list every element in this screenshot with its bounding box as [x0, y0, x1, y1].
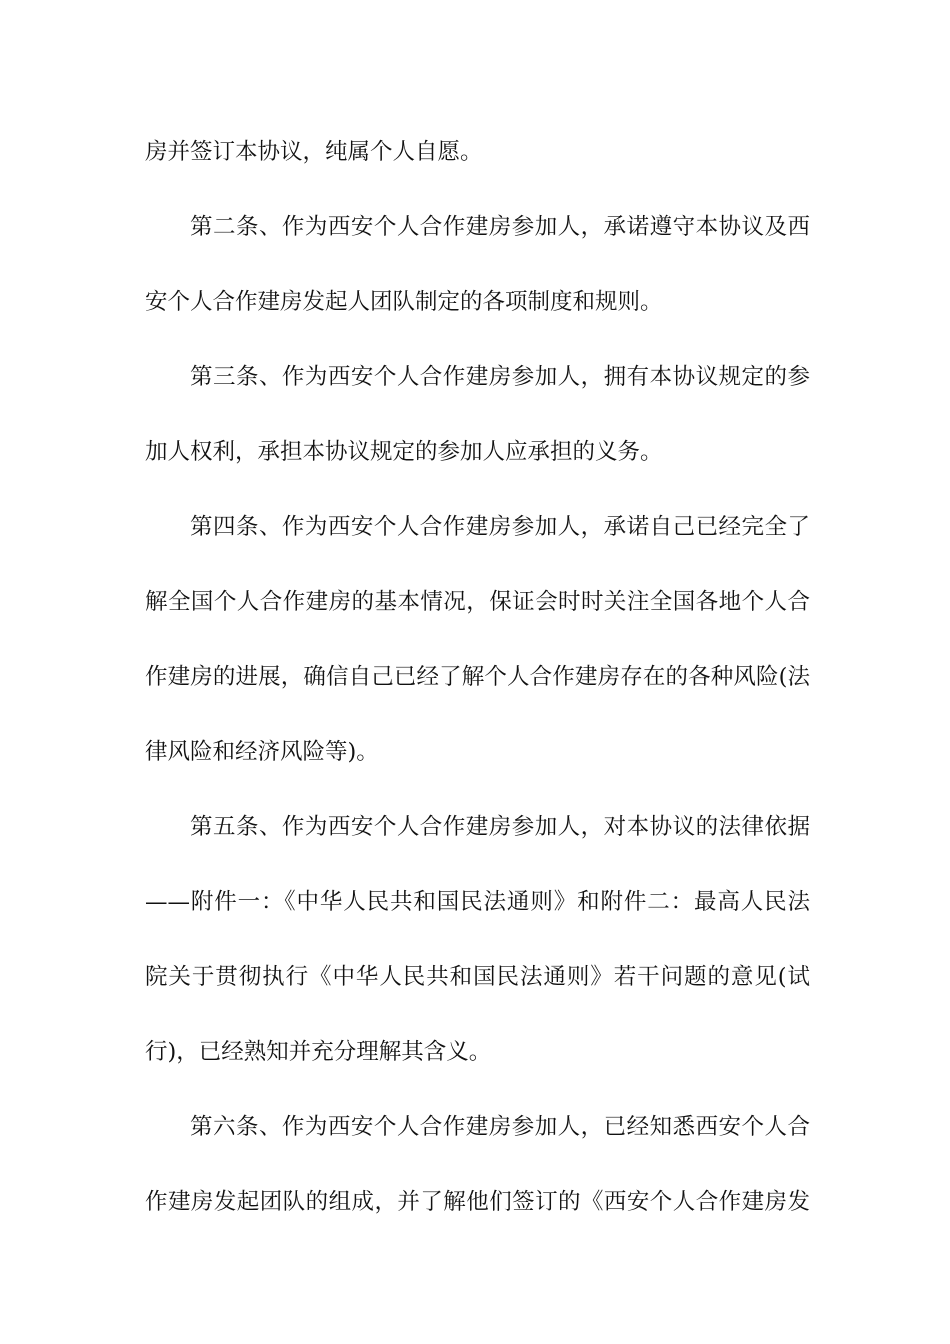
article-4-line-1: 第四条、作为西安个人合作建房参加人，承诺自己已经完全了: [190, 514, 810, 540]
article-2-line-2: 安个人合作建房发起人团队制定的各项制度和规则。: [145, 289, 663, 315]
article-5-line-2: ——附件一：《中华人民共和国民法通则》和附件二：最高人民法: [145, 889, 810, 915]
article-5-line-1: 第五条、作为西安个人合作建房参加人，对本协议的法律依据: [190, 814, 810, 840]
article-6-line-2: 作建房发起团队的组成，并了解他们签订的《西安个人合作建房发: [145, 1189, 810, 1215]
article-5-line-3: 院关于贯彻执行《中华人民共和国民法通则》若干问题的意见(试: [145, 964, 810, 990]
paragraph-1-line-1: 房并签订本协议，纯属个人自愿。: [145, 139, 483, 165]
article-6-line-1: 第六条、作为西安个人合作建房参加人，已经知悉西安个人合: [190, 1114, 810, 1140]
article-4-line-4: 律风险和经济风险等)。: [145, 739, 379, 765]
article-4-line-2: 解全国个人合作建房的基本情况，保证会时时关注全国各地个人合: [145, 589, 810, 615]
article-4-line-3: 作建房的进展，确信自己已经了解个人合作建房存在的各种风险(法: [145, 664, 810, 690]
article-3-line-1: 第三条、作为西安个人合作建房参加人，拥有本协议规定的参: [190, 364, 810, 390]
article-2-line-1: 第二条、作为西安个人合作建房参加人，承诺遵守本协议及西: [190, 214, 810, 240]
article-5-line-4: 行)，已经熟知并充分理解其含义。: [145, 1039, 492, 1065]
article-3-line-2: 加人权利，承担本协议规定的参加人应承担的义务。: [145, 439, 663, 465]
